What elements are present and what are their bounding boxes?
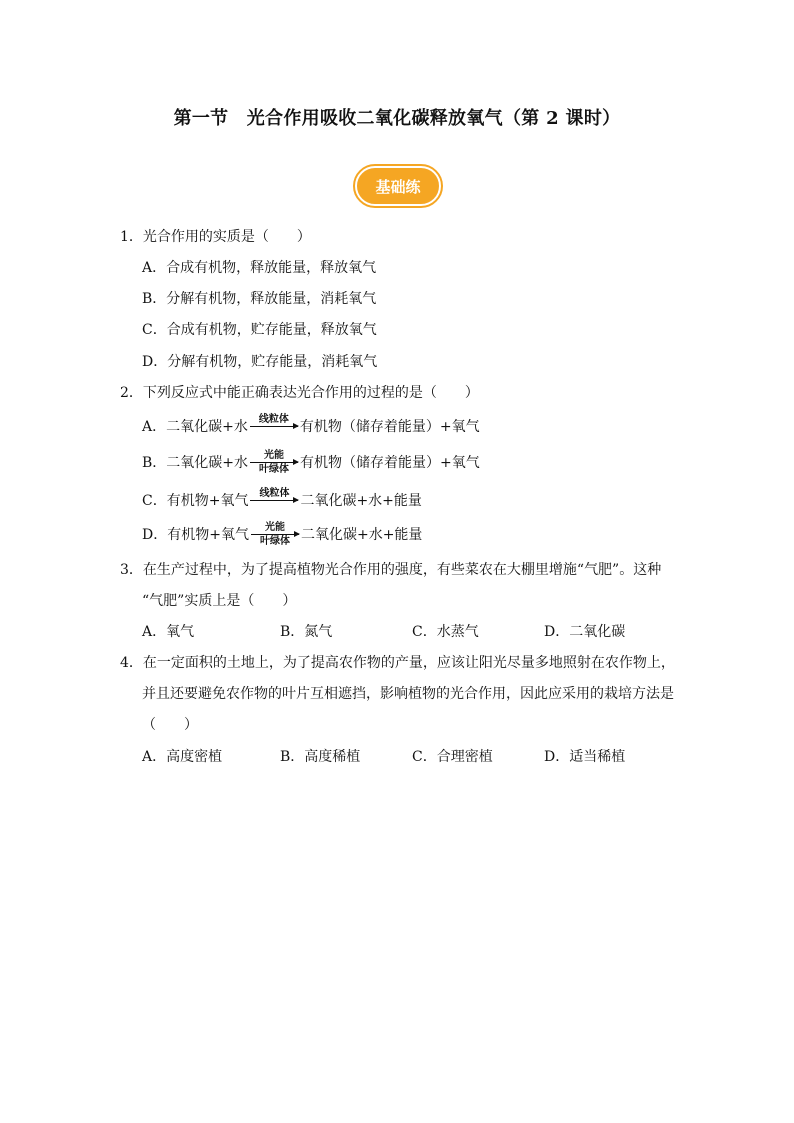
products: 有机物（储存着能量）+氧气 [300, 454, 480, 471]
question-2-option-a [142, 414, 480, 436]
condition-below: 叶绿体 [259, 464, 290, 475]
condition-above: 光能 [264, 522, 285, 533]
option-label: D． [142, 526, 168, 543]
question-2-stem: 2．下列反应式中能正确表达光合作用的过程的是（ ） [120, 385, 479, 401]
question-3-option-a: A．氧气 [142, 624, 195, 640]
condition-above: 线粒体 [259, 488, 290, 499]
reaction-arrow [250, 488, 298, 502]
option-label: A． [142, 419, 167, 435]
question-1-option-d: D．分解有机物，贮存能量，消耗氧气 [142, 354, 378, 370]
arrow-icon [250, 500, 298, 501]
question-2-option-b [142, 450, 480, 475]
reactants: 有机物+氧气 [166, 493, 249, 509]
question-2-option-c [142, 488, 422, 510]
condition-above: 光能 [264, 450, 285, 461]
reaction-arrow [251, 522, 299, 547]
reactants: 二氧化碳+水 [166, 419, 248, 435]
page-title: 第一节 光合作用吸收二氧化碳释放氧气（第 2 课时） [173, 108, 621, 129]
question-3-stem-line-1: 3．在生产过程中，为了提高植物光合作用的强度，有些菜农在大棚里增施“气肥”。这种 [120, 562, 662, 578]
condition-above: 线粒体 [258, 414, 289, 425]
reactants: 二氧化碳+水 [166, 454, 249, 471]
question-4-stem-line-3: （ ） [142, 717, 198, 733]
section-badge-label: 基础练 [355, 166, 441, 206]
question-4-stem-line-1: 4．在一定面积的土地上，为了提高农作物的产量，应该让阳光尽量多地照射在农作物上， [120, 655, 675, 671]
question-4-option-d: D．适当稀植 [544, 749, 626, 765]
question-4-option-b: B．高度稀植 [280, 749, 361, 765]
products: 二氧化碳+水+能量 [300, 526, 423, 543]
question-4-stem-line-2: 并且还要避免农作物的叶片互相遮挡，影响植物的光合作用，因此应采用的栽培方法是 [142, 686, 674, 702]
arrow-icon [250, 462, 298, 463]
products: 二氧化碳+水+能量 [300, 493, 422, 509]
question-2-option-d [142, 522, 422, 547]
question-1-option-a: A．合成有机物，释放能量，释放氧气 [142, 260, 377, 276]
question-4-option-a: A．高度密植 [142, 749, 223, 765]
question-4-option-c: C．合理密植 [412, 749, 493, 765]
section-badge [355, 166, 441, 206]
option-label: C． [142, 493, 167, 509]
question-3-option-c: C．水蒸气 [412, 624, 479, 640]
products: 有机物（储存着能量）+氧气 [299, 419, 480, 435]
arrow-icon [251, 534, 299, 535]
reactants: 有机物+氧气 [167, 526, 249, 543]
option-label: B． [142, 454, 167, 471]
question-1-option-b: B．分解有机物，释放能量，消耗氧气 [142, 291, 377, 307]
question-3-option-d: D．二氧化碳 [544, 624, 626, 640]
condition-below: 叶绿体 [259, 536, 290, 547]
arrow-icon [250, 426, 298, 427]
reaction-arrow [250, 450, 298, 475]
reaction-arrow [250, 414, 298, 428]
question-3-option-b: B．氮气 [280, 624, 333, 640]
question-1-stem: 1．光合作用的实质是（ ） [120, 229, 311, 245]
question-3-stem-line-2: “气肥”实质上是（ ） [142, 593, 297, 609]
question-1-option-c: C．合成有机物，贮存能量，释放氧气 [142, 322, 377, 338]
